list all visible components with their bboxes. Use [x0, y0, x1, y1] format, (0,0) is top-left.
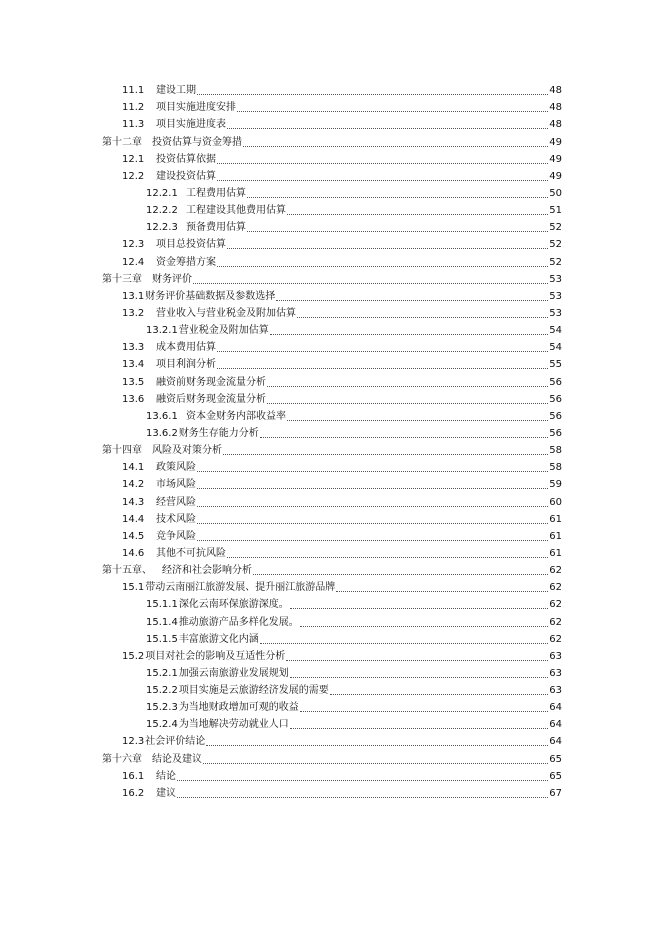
toc-entry-number: 12.2.2 — [146, 205, 178, 217]
toc-entry[interactable] — [102, 234, 562, 251]
toc-entry[interactable] — [102, 337, 562, 354]
toc-entry-page: 62 — [549, 565, 562, 577]
dot-leader — [336, 591, 548, 592]
toc-entry-number: 13.3 — [122, 342, 145, 354]
toc-entry-title: 丰富旅游文化内涵 — [178, 633, 259, 645]
dot-leader — [290, 728, 548, 729]
toc-entry[interactable] — [102, 354, 562, 371]
toc-entry-number: 14.4 — [122, 513, 145, 525]
dot-leader — [227, 248, 548, 249]
toc-entry[interactable] — [102, 491, 562, 508]
toc-entry-title: 融资后财务现金流量分析 — [156, 393, 266, 405]
toc-entry-number: 13.2.1 — [146, 325, 178, 337]
toc-entry-number: 15.2.3 — [146, 702, 178, 714]
toc-entry-page: 64 — [549, 719, 562, 731]
toc-entry[interactable] — [102, 526, 562, 543]
dot-leader — [260, 643, 548, 644]
toc-entry-number: 第十四章 — [102, 445, 142, 457]
toc-entry[interactable] — [102, 783, 562, 800]
table-of-contents — [102, 80, 562, 800]
toc-entry[interactable] — [102, 303, 562, 320]
toc-entry-page: 56 — [549, 427, 562, 439]
dot-leader — [247, 231, 548, 232]
dot-leader — [177, 780, 548, 781]
toc-entry-title: 资金筹措方案 — [156, 256, 216, 268]
toc-entry[interactable] — [102, 748, 562, 765]
toc-entry[interactable] — [102, 697, 562, 714]
toc-entry[interactable] — [102, 629, 562, 646]
toc-entry-number: 15.1.4 — [146, 616, 178, 628]
dot-leader — [197, 523, 548, 524]
toc-entry-title: 带动云南丽江旅游发展、提升丽江旅游品牌 — [145, 582, 336, 594]
toc-entry-number: 13.6 — [122, 393, 145, 405]
toc-entry-title: 投资估算依据 — [156, 153, 216, 165]
toc-entry-title: 财务评价基础数据及参数选择 — [145, 290, 276, 302]
toc-entry-page: 48 — [549, 119, 562, 131]
toc-entry-title: 工程建设其他费用估算 — [186, 205, 286, 217]
dot-leader — [206, 745, 548, 746]
toc-entry-number: 第十三章 — [102, 273, 142, 285]
dot-leader — [227, 557, 548, 558]
toc-entry[interactable] — [102, 97, 562, 114]
dot-leader — [217, 351, 548, 352]
toc-entry-number: 14.1 — [122, 462, 145, 474]
toc-entry[interactable] — [102, 440, 562, 457]
toc-entry-title: 预备费用估算 — [186, 222, 246, 234]
toc-entry[interactable] — [102, 217, 562, 234]
toc-entry-page: 61 — [549, 530, 562, 542]
toc-entry-page: 56 — [549, 410, 562, 422]
toc-entry-number: 12.3 — [122, 239, 145, 251]
toc-entry-number: 14.2 — [122, 479, 145, 491]
toc-entry-page: 64 — [549, 702, 562, 714]
toc-entry-title: 经济和社会影响分析 — [162, 565, 252, 577]
toc-entry-page: 49 — [549, 153, 562, 165]
toc-entry-page: 49 — [549, 170, 562, 182]
toc-entry-page: 53 — [549, 290, 562, 302]
dot-leader — [217, 163, 548, 164]
toc-entry-number: 13.6.1 — [146, 410, 178, 422]
dot-leader — [300, 626, 548, 627]
toc-entry-title: 财务生存能力分析 — [178, 427, 259, 439]
dot-leader — [223, 454, 548, 455]
toc-entry-number: 12.1 — [122, 153, 145, 165]
toc-entry-number: 15.2 — [122, 650, 145, 662]
toc-entry-page: 61 — [549, 513, 562, 525]
toc-entry-page: 50 — [549, 187, 562, 199]
dot-leader — [247, 197, 548, 198]
toc-entry-page: 58 — [549, 462, 562, 474]
toc-entry-title: 建设投资估算 — [156, 170, 216, 182]
toc-entry-number: 第十六章 — [102, 753, 142, 765]
toc-entry-number: 13.5 — [122, 376, 145, 388]
toc-entry-title: 为当地解决劳动就业人口 — [178, 719, 289, 731]
toc-entry-title: 成本费用估算 — [156, 342, 216, 354]
dot-leader — [203, 763, 548, 764]
toc-entry-title: 投资估算与资金筹措 — [152, 136, 242, 148]
toc-entry-title: 加强云南旅游业发展规划 — [178, 667, 289, 679]
toc-entry-title: 项目实施是云旅游经济发展的需要 — [178, 685, 329, 697]
toc-entry-number: 16.2 — [122, 787, 145, 799]
toc-entry-number: 15.2.1 — [146, 667, 178, 679]
dot-leader — [217, 180, 548, 181]
toc-entry-title: 财务评价 — [152, 273, 192, 285]
toc-entry-page: 63 — [549, 685, 562, 697]
toc-entry-number: 12.2.1 — [146, 187, 178, 199]
toc-entry-number: 15.1.1 — [146, 599, 178, 611]
toc-entry[interactable] — [102, 714, 562, 731]
toc-entry-title: 营业收入与营业税金及附加估算 — [156, 307, 296, 319]
toc-entry-number: 11.1 — [122, 85, 145, 97]
dot-leader — [243, 146, 548, 147]
toc-entry-number: 12.3 — [122, 736, 145, 748]
toc-entry-title: 融资前财务现金流量分析 — [156, 376, 266, 388]
toc-entry-page: 49 — [549, 136, 562, 148]
dot-leader — [267, 403, 548, 404]
toc-entry-number: 11.3 — [122, 119, 145, 131]
toc-entry[interactable] — [102, 646, 562, 663]
toc-entry-page: 62 — [549, 616, 562, 628]
toc-entry[interactable] — [102, 200, 562, 217]
dot-leader — [276, 300, 548, 301]
toc-entry-number: 14.6 — [122, 547, 145, 559]
toc-entry[interactable] — [102, 474, 562, 491]
toc-entry[interactable] — [102, 509, 562, 526]
toc-entry-number: 第十二章 — [102, 136, 142, 148]
dot-leader — [197, 540, 548, 541]
toc-entry[interactable] — [102, 166, 562, 183]
toc-entry-page: 63 — [549, 667, 562, 679]
toc-entry-page: 65 — [549, 770, 562, 782]
toc-entry[interactable] — [102, 131, 562, 148]
dot-leader — [290, 608, 548, 609]
toc-entry-number: 13.2 — [122, 307, 145, 319]
toc-entry-number: 13.1 — [122, 290, 145, 302]
toc-entry-title: 技术风险 — [156, 513, 196, 525]
toc-entry-title: 市场风险 — [156, 479, 196, 491]
toc-entry-title: 工程费用估算 — [186, 187, 246, 199]
toc-entry[interactable] — [102, 389, 562, 406]
toc-entry[interactable] — [102, 406, 562, 423]
toc-entry[interactable] — [102, 269, 562, 286]
toc-entry[interactable] — [102, 577, 562, 594]
toc-entry[interactable] — [102, 423, 562, 440]
dot-leader — [290, 677, 548, 678]
dot-leader — [300, 711, 548, 712]
toc-entry-page: 61 — [549, 547, 562, 559]
toc-entry-title: 风险及对策分析 — [152, 445, 222, 457]
toc-entry[interactable] — [102, 149, 562, 166]
toc-entry-title: 推动旅游产品多样化发展。 — [178, 616, 299, 628]
toc-entry-title: 建设工期 — [156, 85, 196, 97]
toc-entry[interactable] — [102, 766, 562, 783]
toc-entry-number: 15.1.5 — [146, 633, 178, 645]
dot-leader — [260, 437, 548, 438]
toc-entry-title: 营业税金及附加估算 — [178, 325, 269, 337]
toc-entry-number: 14.5 — [122, 530, 145, 542]
toc-entry-number: 15.2.4 — [146, 719, 178, 731]
dot-leader — [197, 488, 548, 489]
toc-entry-number: 15.1 — [122, 582, 145, 594]
toc-entry-page: 56 — [549, 376, 562, 388]
toc-entry[interactable] — [102, 114, 562, 131]
dot-leader — [287, 420, 548, 421]
toc-entry-page: 51 — [549, 205, 562, 217]
toc-entry-title: 政策风险 — [156, 462, 196, 474]
dot-leader — [237, 111, 548, 112]
toc-entry-number: 15.2.2 — [146, 685, 178, 697]
dot-leader — [286, 660, 548, 661]
toc-entry[interactable] — [102, 286, 562, 303]
toc-entry-title: 项目利润分析 — [156, 359, 216, 371]
toc-entry[interactable] — [102, 320, 562, 337]
dot-leader — [193, 283, 548, 284]
dot-leader — [197, 471, 548, 472]
toc-entry-number: 11.2 — [122, 102, 145, 114]
toc-entry-title: 为当地财政增加可观的收益 — [178, 702, 299, 714]
toc-entry[interactable] — [102, 560, 562, 577]
dot-leader — [270, 334, 548, 335]
toc-entry-number: 第十五章、 — [102, 565, 152, 577]
toc-entry-number: 13.6.2 — [146, 427, 178, 439]
dot-leader — [217, 266, 548, 267]
toc-entry-title: 深化云南环保旅游深度。 — [178, 599, 289, 611]
toc-entry-page: 64 — [549, 736, 562, 748]
toc-entry[interactable] — [102, 731, 562, 748]
dot-leader — [253, 574, 548, 575]
dot-leader — [297, 317, 548, 318]
toc-entry-number: 12.2 — [122, 170, 145, 182]
dot-leader — [227, 128, 548, 129]
toc-entry-page: 52 — [549, 239, 562, 251]
toc-entry-title: 经营风险 — [156, 496, 196, 508]
toc-entry-page: 48 — [549, 85, 562, 97]
dot-leader — [197, 506, 548, 507]
toc-entry-page: 65 — [549, 753, 562, 765]
toc-entry-title: 结论 — [156, 770, 176, 782]
toc-entry-page: 53 — [549, 273, 562, 285]
toc-entry[interactable] — [102, 680, 562, 697]
toc-entry-page: 56 — [549, 393, 562, 405]
toc-entry-title: 社会评价结论 — [145, 736, 206, 748]
toc-entry-page: 67 — [549, 787, 562, 799]
toc-entry-page: 52 — [549, 222, 562, 234]
toc-entry-title: 建议 — [156, 787, 176, 799]
toc-entry-title: 项目实施进度表 — [156, 119, 226, 131]
toc-entry-page: 59 — [549, 479, 562, 491]
toc-entry-page: 53 — [549, 307, 562, 319]
toc-entry-number: 13.4 — [122, 359, 145, 371]
dot-leader — [217, 368, 548, 369]
toc-entry[interactable] — [102, 183, 562, 200]
toc-entry-title: 资本金财务内部收益率 — [186, 410, 286, 422]
toc-entry-title: 其他不可抗风险 — [156, 547, 226, 559]
toc-entry-page: 60 — [549, 496, 562, 508]
toc-entry-page: 62 — [549, 582, 562, 594]
toc-entry-page: 62 — [549, 599, 562, 611]
dot-leader — [177, 797, 548, 798]
toc-entry-page: 62 — [549, 633, 562, 645]
toc-entry-page: 54 — [549, 342, 562, 354]
toc-entry-number: 12.4 — [122, 256, 145, 268]
toc-entry-number: 12.2.3 — [146, 222, 178, 234]
toc-entry-page: 58 — [549, 445, 562, 457]
dot-leader — [197, 94, 548, 95]
toc-entry[interactable] — [102, 251, 562, 268]
toc-entry[interactable] — [102, 80, 562, 97]
dot-leader — [287, 214, 548, 215]
toc-entry[interactable] — [102, 594, 562, 611]
toc-entry-page: 63 — [549, 650, 562, 662]
toc-entry-title: 竞争风险 — [156, 530, 196, 542]
toc-entry[interactable] — [102, 543, 562, 560]
toc-entry-title: 项目对社会的影响及互适性分析 — [145, 650, 286, 662]
toc-entry-page: 55 — [549, 359, 562, 371]
toc-entry-title: 项目实施进度安排 — [156, 102, 236, 114]
toc-entry[interactable] — [102, 611, 562, 628]
dot-leader — [267, 386, 548, 387]
toc-entry[interactable] — [102, 663, 562, 680]
dot-leader — [330, 694, 548, 695]
toc-entry-number: 14.3 — [122, 496, 145, 508]
toc-entry-title: 项目总投资估算 — [156, 239, 226, 251]
toc-entry[interactable] — [102, 371, 562, 388]
toc-entry-page: 52 — [549, 256, 562, 268]
toc-entry-page: 48 — [549, 102, 562, 114]
toc-entry-number: 16.1 — [122, 770, 145, 782]
toc-entry-title: 结论及建议 — [152, 753, 202, 765]
toc-entry[interactable] — [102, 457, 562, 474]
toc-entry-page: 54 — [549, 325, 562, 337]
